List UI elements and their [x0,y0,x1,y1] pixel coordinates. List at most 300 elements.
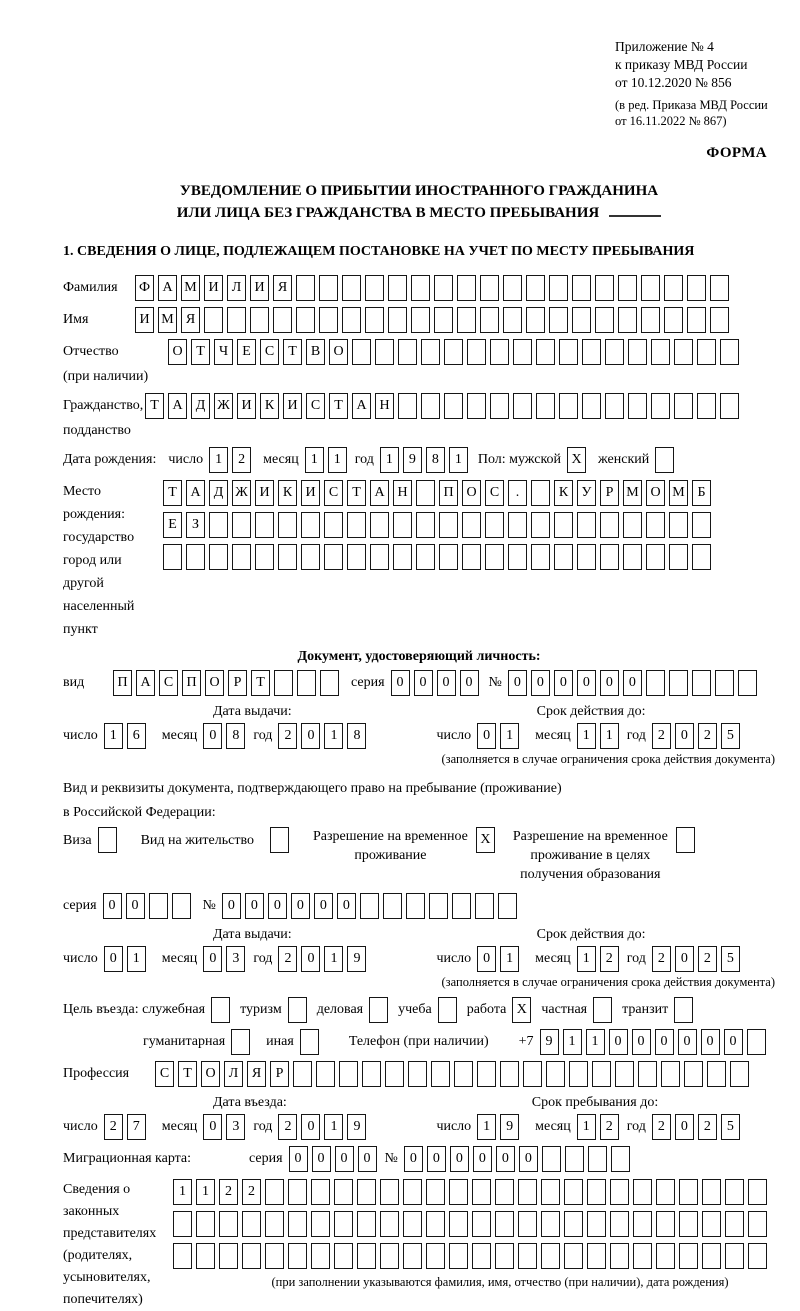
char-cell[interactable] [508,512,527,538]
char-cell[interactable]: 1 [127,946,146,972]
char-cell[interactable]: О [329,339,348,365]
char-cell[interactable] [549,307,568,333]
char-cell[interactable] [319,275,338,301]
checkbox[interactable] [369,997,388,1023]
char-cell[interactable] [651,339,670,365]
char-cell[interactable]: 2 [652,1114,671,1140]
char-cell[interactable] [605,393,624,419]
char-cell[interactable] [518,1179,537,1205]
char-cell[interactable] [748,1243,767,1269]
char-cell[interactable] [503,275,522,301]
char-cell[interactable]: К [554,480,573,506]
char-cell[interactable] [293,1061,312,1087]
char-cell[interactable]: И [204,275,223,301]
char-cell[interactable]: 1 [500,946,519,972]
char-cell[interactable]: 0 [103,893,122,919]
char-cell[interactable]: Т [347,480,366,506]
char-cell[interactable] [186,544,205,570]
char-cell[interactable] [408,1061,427,1087]
char-cell[interactable]: 0 [678,1029,697,1055]
char-cell[interactable] [342,307,361,333]
char-cell[interactable] [227,307,246,333]
char-cell[interactable]: 2 [652,946,671,972]
char-cell[interactable] [738,670,757,696]
char-cell[interactable] [324,544,343,570]
char-cell[interactable]: 0 [427,1146,446,1172]
char-cell[interactable]: О [201,1061,220,1087]
char-cell[interactable]: Р [600,480,619,506]
char-cell[interactable] [255,512,274,538]
char-cell[interactable] [490,339,509,365]
char-cell[interactable] [439,512,458,538]
char-cell[interactable] [692,544,711,570]
char-cell[interactable] [656,1211,675,1237]
char-cell[interactable]: . [508,480,527,506]
checkbox[interactable]: X [476,827,495,853]
char-cell[interactable] [467,339,486,365]
char-cell[interactable]: 2 [219,1179,238,1205]
char-cell[interactable] [707,1061,726,1087]
char-cell[interactable]: Б [692,480,711,506]
char-cell[interactable]: 0 [675,723,694,749]
char-cell[interactable] [498,893,517,919]
char-cell[interactable] [513,339,532,365]
char-cell[interactable] [748,1211,767,1237]
char-cell[interactable] [362,1061,381,1087]
char-cell[interactable] [546,1061,565,1087]
char-cell[interactable] [444,339,463,365]
char-cell[interactable] [375,339,394,365]
char-cell[interactable]: 0 [203,1114,222,1140]
char-cell[interactable]: 0 [437,670,456,696]
char-cell[interactable] [554,544,573,570]
char-cell[interactable] [646,512,665,538]
char-cell[interactable] [725,1179,744,1205]
char-cell[interactable] [559,339,578,365]
char-cell[interactable]: 0 [268,893,287,919]
char-cell[interactable] [531,480,550,506]
char-cell[interactable]: 0 [312,1146,331,1172]
checkbox[interactable] [676,827,695,853]
char-cell[interactable]: 0 [291,893,310,919]
char-cell[interactable] [641,307,660,333]
char-cell[interactable] [600,512,619,538]
char-cell[interactable] [403,1179,422,1205]
char-cell[interactable] [301,512,320,538]
char-cell[interactable]: 1 [196,1179,215,1205]
char-cell[interactable]: Р [270,1061,289,1087]
char-cell[interactable] [674,339,693,365]
char-cell[interactable]: К [278,480,297,506]
char-cell[interactable]: 8 [226,723,245,749]
char-cell[interactable]: 9 [347,1114,366,1140]
char-cell[interactable] [542,1146,561,1172]
char-cell[interactable]: О [646,480,665,506]
char-cell[interactable]: 2 [698,1114,717,1140]
char-cell[interactable] [219,1243,238,1269]
char-cell[interactable]: 2 [600,1114,619,1140]
char-cell[interactable]: М [669,480,688,506]
char-cell[interactable] [278,512,297,538]
char-cell[interactable] [265,1179,284,1205]
char-cell[interactable]: 2 [278,946,297,972]
char-cell[interactable] [702,1243,721,1269]
char-cell[interactable]: 1 [104,723,123,749]
char-cell[interactable]: Т [178,1061,197,1087]
char-cell[interactable] [449,1243,468,1269]
char-cell[interactable] [319,307,338,333]
char-cell[interactable] [664,307,683,333]
char-cell[interactable] [232,544,251,570]
char-cell[interactable]: 0 [609,1029,628,1055]
char-cell[interactable]: 0 [655,1029,674,1055]
char-cell[interactable] [360,893,379,919]
char-cell[interactable]: 1 [324,723,343,749]
char-cell[interactable] [311,1243,330,1269]
char-cell[interactable] [656,1179,675,1205]
char-cell[interactable] [697,339,716,365]
char-cell[interactable] [518,1243,537,1269]
char-cell[interactable]: 0 [701,1029,720,1055]
char-cell[interactable] [411,275,430,301]
char-cell[interactable] [274,670,293,696]
char-cell[interactable]: С [159,670,178,696]
char-cell[interactable] [710,307,729,333]
char-cell[interactable]: Я [181,307,200,333]
char-cell[interactable]: 0 [554,670,573,696]
char-cell[interactable]: 1 [324,1114,343,1140]
char-cell[interactable] [255,544,274,570]
char-cell[interactable] [480,275,499,301]
char-cell[interactable]: 0 [391,670,410,696]
char-cell[interactable]: 0 [724,1029,743,1055]
char-cell[interactable] [748,1179,767,1205]
char-cell[interactable]: 0 [414,670,433,696]
char-cell[interactable] [172,893,191,919]
char-cell[interactable] [411,307,430,333]
char-cell[interactable] [426,1179,445,1205]
char-cell[interactable] [623,512,642,538]
char-cell[interactable] [316,1061,335,1087]
char-cell[interactable] [513,393,532,419]
char-cell[interactable]: 2 [600,946,619,972]
char-cell[interactable]: Т [329,393,348,419]
char-cell[interactable] [209,544,228,570]
checkbox[interactable] [655,447,674,473]
char-cell[interactable]: 1 [449,447,468,473]
char-cell[interactable]: Я [247,1061,266,1087]
char-cell[interactable] [669,544,688,570]
char-cell[interactable] [416,480,435,506]
char-cell[interactable] [725,1211,744,1237]
char-cell[interactable]: Е [237,339,256,365]
char-cell[interactable] [288,1211,307,1237]
char-cell[interactable]: Т [283,339,302,365]
char-cell[interactable]: З [186,512,205,538]
char-cell[interactable] [480,307,499,333]
char-cell[interactable] [288,1243,307,1269]
char-cell[interactable] [592,1061,611,1087]
char-cell[interactable]: 1 [577,946,596,972]
char-cell[interactable]: Е [163,512,182,538]
char-cell[interactable] [569,1061,588,1087]
char-cell[interactable]: А [352,393,371,419]
char-cell[interactable] [398,339,417,365]
char-cell[interactable]: И [255,480,274,506]
char-cell[interactable] [265,1211,284,1237]
char-cell[interactable]: 2 [278,1114,297,1140]
char-cell[interactable] [495,1179,514,1205]
char-cell[interactable] [564,1243,583,1269]
char-cell[interactable] [388,275,407,301]
char-cell[interactable]: 7 [127,1114,146,1140]
char-cell[interactable]: Т [191,339,210,365]
char-cell[interactable] [628,339,647,365]
char-cell[interactable] [242,1243,261,1269]
char-cell[interactable] [250,307,269,333]
char-cell[interactable]: Д [191,393,210,419]
char-cell[interactable] [403,1243,422,1269]
char-cell[interactable] [472,1243,491,1269]
char-cell[interactable] [587,1211,606,1237]
char-cell[interactable] [559,393,578,419]
char-cell[interactable]: 0 [577,670,596,696]
char-cell[interactable] [296,275,315,301]
char-cell[interactable] [449,1179,468,1205]
char-cell[interactable]: 1 [328,447,347,473]
char-cell[interactable]: С [260,339,279,365]
char-cell[interactable]: 2 [698,723,717,749]
char-cell[interactable]: 0 [203,946,222,972]
char-cell[interactable] [434,275,453,301]
char-cell[interactable]: С [306,393,325,419]
char-cell[interactable] [549,275,568,301]
char-cell[interactable]: 1 [563,1029,582,1055]
char-cell[interactable] [296,307,315,333]
char-cell[interactable] [664,275,683,301]
char-cell[interactable] [232,512,251,538]
char-cell[interactable]: 0 [301,946,320,972]
char-cell[interactable]: Т [251,670,270,696]
char-cell[interactable]: 0 [335,1146,354,1172]
char-cell[interactable] [365,275,384,301]
char-cell[interactable] [426,1243,445,1269]
char-cell[interactable] [615,1061,634,1087]
char-cell[interactable] [393,544,412,570]
char-cell[interactable] [365,307,384,333]
char-cell[interactable]: 0 [460,670,479,696]
char-cell[interactable] [357,1179,376,1205]
char-cell[interactable] [449,1211,468,1237]
char-cell[interactable] [398,393,417,419]
char-cell[interactable]: О [205,670,224,696]
char-cell[interactable] [582,339,601,365]
char-cell[interactable]: 9 [500,1114,519,1140]
char-cell[interactable]: 3 [226,946,245,972]
char-cell[interactable] [605,339,624,365]
char-cell[interactable]: С [324,480,343,506]
char-cell[interactable]: 1 [380,447,399,473]
char-cell[interactable]: 0 [358,1146,377,1172]
char-cell[interactable] [692,512,711,538]
char-cell[interactable] [334,1179,353,1205]
checkbox[interactable] [288,997,307,1023]
char-cell[interactable]: Т [145,393,164,419]
char-cell[interactable] [588,1146,607,1172]
char-cell[interactable] [572,275,591,301]
char-cell[interactable]: И [250,275,269,301]
char-cell[interactable] [633,1243,652,1269]
char-cell[interactable] [702,1211,721,1237]
char-cell[interactable]: О [462,480,481,506]
char-cell[interactable] [720,393,739,419]
char-cell[interactable] [587,1179,606,1205]
char-cell[interactable] [334,1243,353,1269]
char-cell[interactable] [421,339,440,365]
char-cell[interactable] [416,544,435,570]
char-cell[interactable] [725,1243,744,1269]
char-cell[interactable] [347,544,366,570]
char-cell[interactable]: С [155,1061,174,1087]
char-cell[interactable]: 1 [477,1114,496,1140]
char-cell[interactable] [669,670,688,696]
checkbox[interactable]: X [512,997,531,1023]
char-cell[interactable] [687,307,706,333]
char-cell[interactable] [477,1061,496,1087]
char-cell[interactable] [582,393,601,419]
char-cell[interactable]: А [186,480,205,506]
char-cell[interactable] [526,307,545,333]
char-cell[interactable] [641,275,660,301]
char-cell[interactable]: И [301,480,320,506]
char-cell[interactable] [720,339,739,365]
char-cell[interactable]: И [283,393,302,419]
char-cell[interactable] [679,1179,698,1205]
char-cell[interactable]: 0 [600,670,619,696]
char-cell[interactable] [747,1029,766,1055]
char-cell[interactable] [572,307,591,333]
char-cell[interactable] [697,393,716,419]
char-cell[interactable]: Л [227,275,246,301]
char-cell[interactable]: 0 [245,893,264,919]
char-cell[interactable] [385,1061,404,1087]
char-cell[interactable]: 0 [126,893,145,919]
char-cell[interactable] [518,1211,537,1237]
char-cell[interactable]: 0 [473,1146,492,1172]
char-cell[interactable] [536,339,555,365]
char-cell[interactable] [416,512,435,538]
char-cell[interactable]: 1 [305,447,324,473]
char-cell[interactable] [357,1211,376,1237]
char-cell[interactable] [531,544,550,570]
char-cell[interactable]: 8 [347,723,366,749]
char-cell[interactable] [467,393,486,419]
char-cell[interactable] [564,1179,583,1205]
char-cell[interactable] [339,1061,358,1087]
char-cell[interactable] [618,275,637,301]
char-cell[interactable] [288,1179,307,1205]
char-cell[interactable] [342,275,361,301]
char-cell[interactable] [541,1211,560,1237]
char-cell[interactable] [508,544,527,570]
char-cell[interactable]: 0 [222,893,241,919]
char-cell[interactable] [638,1061,657,1087]
char-cell[interactable]: 0 [337,893,356,919]
char-cell[interactable] [454,1061,473,1087]
char-cell[interactable] [380,1243,399,1269]
char-cell[interactable] [679,1211,698,1237]
char-cell[interactable] [715,670,734,696]
char-cell[interactable] [490,393,509,419]
char-cell[interactable]: 2 [652,723,671,749]
char-cell[interactable]: 0 [301,723,320,749]
char-cell[interactable] [204,307,223,333]
char-cell[interactable]: 1 [209,447,228,473]
char-cell[interactable]: 0 [477,723,496,749]
char-cell[interactable] [352,339,371,365]
char-cell[interactable]: 9 [347,946,366,972]
char-cell[interactable] [577,544,596,570]
char-cell[interactable]: С [485,480,504,506]
char-cell[interactable]: У [577,480,596,506]
char-cell[interactable] [173,1211,192,1237]
char-cell[interactable] [702,1179,721,1205]
char-cell[interactable] [646,670,665,696]
char-cell[interactable] [149,893,168,919]
char-cell[interactable] [457,275,476,301]
char-cell[interactable]: 2 [278,723,297,749]
char-cell[interactable] [406,893,425,919]
char-cell[interactable] [383,893,402,919]
char-cell[interactable] [278,544,297,570]
char-cell[interactable]: А [136,670,155,696]
checkbox[interactable] [231,1029,250,1055]
char-cell[interactable] [633,1211,652,1237]
char-cell[interactable] [541,1243,560,1269]
char-cell[interactable]: 0 [314,893,333,919]
char-cell[interactable] [334,1211,353,1237]
char-cell[interactable] [623,544,642,570]
char-cell[interactable] [265,1243,284,1269]
char-cell[interactable]: 8 [426,447,445,473]
char-cell[interactable]: М [181,275,200,301]
char-cell[interactable]: 0 [675,946,694,972]
char-cell[interactable]: П [182,670,201,696]
char-cell[interactable]: 2 [104,1114,123,1140]
char-cell[interactable]: А [168,393,187,419]
char-cell[interactable] [273,307,292,333]
char-cell[interactable]: 0 [531,670,550,696]
char-cell[interactable] [610,1211,629,1237]
char-cell[interactable] [452,893,471,919]
char-cell[interactable] [196,1243,215,1269]
char-cell[interactable] [485,512,504,538]
checkbox[interactable] [98,827,117,853]
char-cell[interactable]: Р [228,670,247,696]
char-cell[interactable] [618,307,637,333]
char-cell[interactable] [531,512,550,538]
char-cell[interactable]: 1 [173,1179,192,1205]
char-cell[interactable] [462,544,481,570]
checkbox[interactable] [438,997,457,1023]
char-cell[interactable] [357,1243,376,1269]
char-cell[interactable]: М [623,480,642,506]
char-cell[interactable] [628,393,647,419]
char-cell[interactable]: О [168,339,187,365]
char-cell[interactable] [684,1061,703,1087]
checkbox[interactable] [674,997,693,1023]
char-cell[interactable]: В [306,339,325,365]
